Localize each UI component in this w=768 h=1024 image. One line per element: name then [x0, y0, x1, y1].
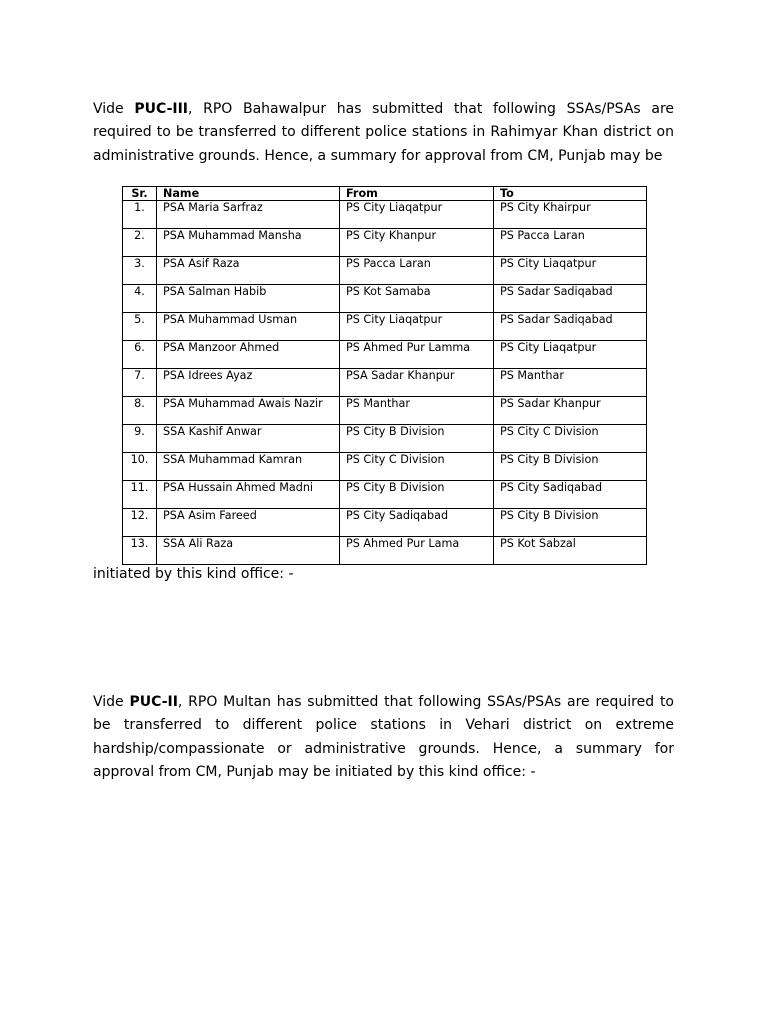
cell-from: PS City C Division [340, 453, 494, 481]
paragraph-multan [93, 691, 674, 784]
paragraph-bahawalpur-tail: initiated by this kind office: - [93, 566, 294, 582]
cell-to: PS Sadar Sadiqabad [494, 285, 647, 313]
cell-from: PS Pacca Laran [340, 257, 494, 285]
cell-name: PSA Maria Sarfraz [157, 201, 340, 229]
header-sr: Sr. [123, 187, 157, 201]
cell-sr: 3. [123, 257, 157, 285]
cell-name: PSA Hussain Ahmed Madni [157, 481, 340, 509]
table-row [123, 313, 647, 341]
cell-sr: 7. [123, 369, 157, 397]
cell-to: PS City B Division [494, 509, 647, 537]
cell-sr: 4. [123, 285, 157, 313]
table-header-row [123, 187, 647, 201]
cell-to: PS City Liaqatpur [494, 257, 647, 285]
cell-name: PSA Muhammad Awais Nazir [157, 397, 340, 425]
cell-name: PSA Asif Raza [157, 257, 340, 285]
para2-body: , RPO Multan has submitted that following SSAs/PSAs are required to be transferred to different police stations in Vehari district on extreme hardship/compassionate or administrative grounds. Hence, a summary for approval from CM, Punjab may be initiated by this kind office: - [93, 694, 674, 780]
table-row [123, 481, 647, 509]
cell-to: PS City B Division [494, 453, 647, 481]
cell-from: PS City Sadiqabad [340, 509, 494, 537]
cell-sr: 10. [123, 453, 157, 481]
cell-to: PS Manthar [494, 369, 647, 397]
cell-from: PS City Khanpur [340, 229, 494, 257]
cell-to: PS City C Division [494, 425, 647, 453]
para1-body: , RPO Bahawalpur has submitted that following SSAs/PSAs are required to be transferred to different police stations in Rahimyar Khan district on administrative grounds. Hence, a summary for approval from CM, Punjab may be [93, 101, 675, 164]
cell-from: PS City Liaqatpur [340, 201, 494, 229]
para1-reference: PUC-III [134, 101, 189, 117]
para2-reference: PUC-II [129, 694, 178, 710]
header-to: To [494, 187, 647, 201]
header-from: From [340, 187, 494, 201]
table-row [123, 397, 647, 425]
header-name: Name [157, 187, 340, 201]
cell-to: PS City Sadiqabad [494, 481, 647, 509]
cell-sr: 13. [123, 537, 157, 565]
cell-sr: 9. [123, 425, 157, 453]
cell-from: PS Ahmed Pur Lama [340, 537, 494, 565]
cell-sr: 12. [123, 509, 157, 537]
cell-from: PS City Liaqatpur [340, 313, 494, 341]
cell-to: PS City Khairpur [494, 201, 647, 229]
cell-name: SSA Kashif Anwar [157, 425, 340, 453]
transfer-table [122, 186, 647, 565]
para2-lead: Vide [93, 694, 130, 710]
table-row [123, 425, 647, 453]
cell-to: PS Sadar Sadiqabad [494, 313, 647, 341]
cell-to: PS Pacca Laran [494, 229, 647, 257]
cell-sr: 11. [123, 481, 157, 509]
table-row [123, 341, 647, 369]
cell-name: PSA Muhammad Usman [157, 313, 340, 341]
cell-from: PSA Sadar Khanpur [340, 369, 494, 397]
cell-sr: 8. [123, 397, 157, 425]
table-row [123, 257, 647, 285]
cell-name: PSA Manzoor Ahmed [157, 341, 340, 369]
cell-sr: 6. [123, 341, 157, 369]
cell-name: PSA Asim Fareed [157, 509, 340, 537]
cell-to: PS Sadar Khanpur [494, 397, 647, 425]
cell-from: PS Ahmed Pur Lamma [340, 341, 494, 369]
cell-from: PS Manthar [340, 397, 494, 425]
para1-lead: Vide [93, 101, 135, 117]
cell-name: SSA Ali Raza [157, 537, 340, 565]
table-row [123, 369, 647, 397]
table-row [123, 509, 647, 537]
cell-to: PS Kot Sabzal [494, 537, 647, 565]
cell-sr: 1. [123, 201, 157, 229]
cell-from: PS City B Division [340, 425, 494, 453]
cell-to: PS City Liaqatpur [494, 341, 647, 369]
table-row [123, 537, 647, 565]
cell-from: PS City B Division [340, 481, 494, 509]
cell-name: PSA Salman Habib [157, 285, 340, 313]
cell-sr: 2. [123, 229, 157, 257]
paragraph-bahawalpur [93, 98, 674, 168]
cell-name: SSA Muhammad Kamran [157, 453, 340, 481]
cell-name: PSA Idrees Ayaz [157, 369, 340, 397]
table-row [123, 201, 647, 229]
cell-sr: 5. [123, 313, 157, 341]
table-row [123, 285, 647, 313]
cell-name: PSA Muhammad Mansha [157, 229, 340, 257]
table-row [123, 453, 647, 481]
cell-from: PS Kot Samaba [340, 285, 494, 313]
table-row [123, 229, 647, 257]
